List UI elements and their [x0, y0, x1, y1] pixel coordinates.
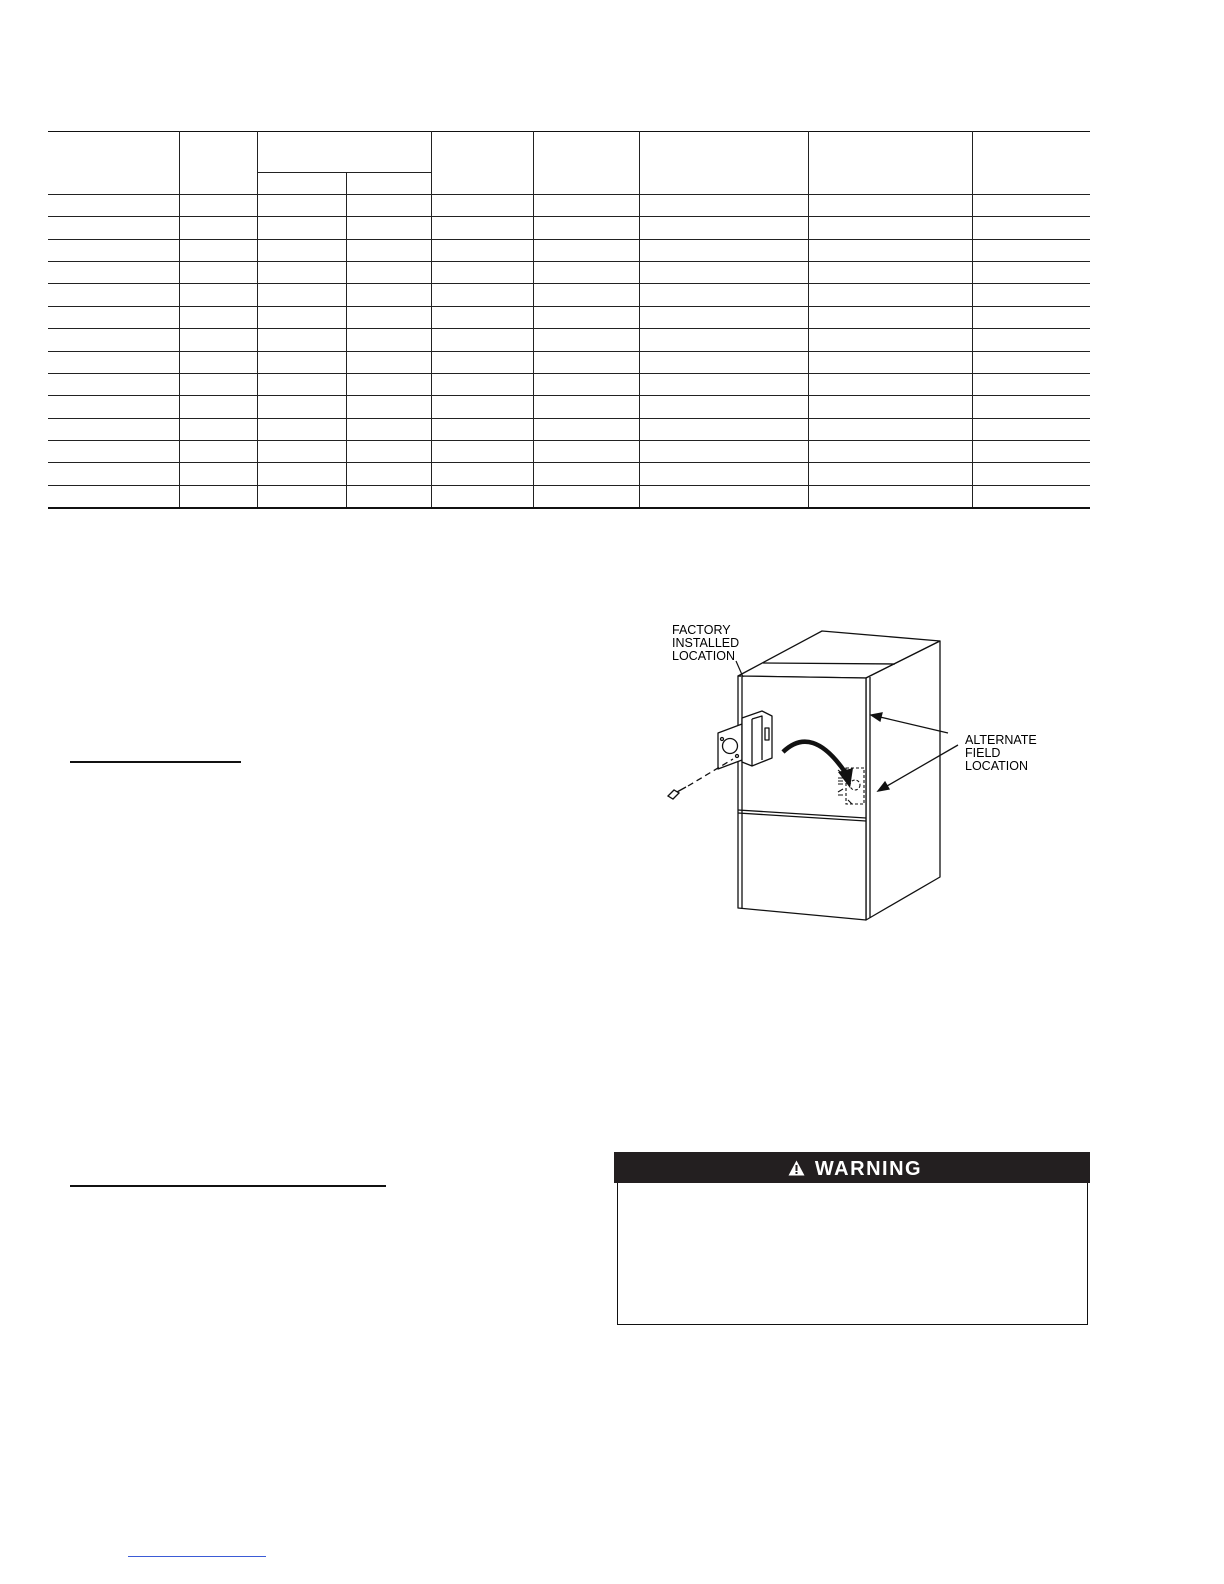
table-row	[48, 306, 1090, 328]
table-cell	[972, 284, 1090, 306]
table-cell	[257, 418, 346, 440]
label-line: LOCATION	[965, 759, 1028, 773]
table-row	[48, 217, 1090, 239]
table-cell	[972, 329, 1090, 351]
header-cell	[808, 132, 972, 195]
table-cell	[257, 306, 346, 328]
table-cell	[972, 396, 1090, 418]
label-line: FIELD	[965, 746, 1001, 760]
table-header-row	[48, 132, 1090, 173]
table-cell	[257, 217, 346, 239]
table-cell	[972, 418, 1090, 440]
table-cell	[972, 463, 1090, 485]
table-cell	[346, 396, 431, 418]
table-cell	[533, 195, 639, 217]
header-cell	[48, 132, 179, 195]
table-cell	[431, 463, 533, 485]
bracket-slot	[765, 728, 769, 740]
table-cell	[533, 463, 639, 485]
table-cell	[431, 262, 533, 284]
heading-underline	[70, 761, 241, 763]
table-cell	[346, 195, 431, 217]
table-cell	[808, 262, 972, 284]
table-cell	[48, 284, 179, 306]
table-cell	[533, 440, 639, 462]
table-cell	[48, 262, 179, 284]
table-row	[48, 239, 1090, 261]
table-cell	[179, 329, 257, 351]
table-cell	[179, 485, 257, 507]
table-cell	[257, 463, 346, 485]
bracket-hole	[723, 739, 738, 754]
warning-header	[614, 1152, 1090, 1183]
table-row	[48, 351, 1090, 373]
table-cell	[257, 373, 346, 395]
table-cell	[431, 440, 533, 462]
table-cell	[346, 217, 431, 239]
table-cell	[431, 373, 533, 395]
table-cell	[972, 440, 1090, 462]
table-cell	[257, 485, 346, 507]
label-line: FACTORY	[672, 623, 731, 637]
warning-title: WARNING	[814, 1157, 923, 1180]
table-cell	[972, 351, 1090, 373]
dashed-guide-line	[688, 759, 733, 786]
table-cell	[48, 239, 179, 261]
table-cell	[48, 396, 179, 418]
table-cell	[48, 373, 179, 395]
table-cell	[431, 284, 533, 306]
table-cell	[346, 306, 431, 328]
factory-installed-label	[672, 623, 743, 663]
header-cell	[533, 132, 639, 195]
table-cell	[48, 351, 179, 373]
table-cell	[48, 418, 179, 440]
table-cell	[808, 306, 972, 328]
table-cell	[972, 217, 1090, 239]
table-cell	[257, 351, 346, 373]
table-cell	[808, 329, 972, 351]
table-cell	[533, 239, 639, 261]
table-cell	[48, 463, 179, 485]
table-cell	[179, 239, 257, 261]
table-row	[48, 329, 1090, 351]
table-cell	[533, 217, 639, 239]
table-cell	[257, 440, 346, 462]
table-cell	[639, 217, 808, 239]
table-row	[48, 195, 1090, 217]
table-cell	[639, 373, 808, 395]
table-row	[48, 463, 1090, 485]
table-cell	[808, 195, 972, 217]
table-row	[48, 485, 1090, 507]
table-cell	[179, 396, 257, 418]
table-row	[48, 418, 1090, 440]
bracket-location-diagram	[660, 615, 1050, 930]
table-cell	[639, 239, 808, 261]
table-cell	[346, 418, 431, 440]
label-line: LOCATION	[672, 649, 735, 663]
cabinet-right-face	[866, 641, 940, 920]
table-cell	[639, 485, 808, 507]
table-cell	[639, 440, 808, 462]
bracket-screw-hole	[721, 738, 724, 741]
subheader-cell	[257, 173, 346, 195]
table-cell	[639, 262, 808, 284]
table-cell	[808, 284, 972, 306]
table-cell	[179, 418, 257, 440]
table-cell	[179, 463, 257, 485]
table-cell	[808, 217, 972, 239]
factory-bracket	[718, 711, 772, 769]
table-cell	[431, 485, 533, 507]
table-cell	[431, 418, 533, 440]
table-cell	[533, 351, 639, 373]
table-cell	[179, 351, 257, 373]
table-row	[48, 373, 1090, 395]
table-cell	[346, 351, 431, 373]
table-cell	[972, 239, 1090, 261]
table-cell	[533, 306, 639, 328]
heading-underline	[70, 1185, 386, 1187]
table-cell	[533, 373, 639, 395]
table-cell	[533, 329, 639, 351]
table-cell	[639, 306, 808, 328]
table-cell	[533, 284, 639, 306]
table-cell	[533, 396, 639, 418]
table-cell	[257, 262, 346, 284]
warning-triangle-icon	[788, 1160, 805, 1176]
table-cell	[179, 373, 257, 395]
table-cell	[972, 306, 1090, 328]
table-cell	[808, 396, 972, 418]
table-cell	[346, 440, 431, 462]
table-row	[48, 396, 1090, 418]
warning-body	[617, 1183, 1088, 1325]
table-cell	[257, 329, 346, 351]
table-cell	[808, 463, 972, 485]
table-cell	[257, 195, 346, 217]
table-row	[48, 262, 1090, 284]
screw-shank	[677, 787, 686, 792]
table-cell	[533, 418, 639, 440]
header-cell	[639, 132, 808, 195]
table-cell	[639, 329, 808, 351]
bracket-screw-hole	[736, 755, 739, 758]
table-cell	[972, 195, 1090, 217]
table-cell	[257, 284, 346, 306]
table-cell	[346, 284, 431, 306]
link-underline[interactable]	[128, 1556, 266, 1557]
table-row	[48, 440, 1090, 462]
table-cell	[48, 440, 179, 462]
table-cell	[431, 217, 533, 239]
table-cell	[533, 262, 639, 284]
table-cell	[639, 463, 808, 485]
table-cell	[639, 351, 808, 373]
table-cell	[48, 195, 179, 217]
table-cell	[533, 485, 639, 507]
table-cell	[431, 239, 533, 261]
table-cell	[431, 351, 533, 373]
table-cell	[972, 485, 1090, 507]
table-cell	[179, 284, 257, 306]
table-cell	[639, 284, 808, 306]
table-cell	[639, 396, 808, 418]
table-cell	[179, 195, 257, 217]
header-cell	[179, 132, 257, 195]
table-cell	[257, 239, 346, 261]
table-cell	[179, 440, 257, 462]
table-cell	[346, 373, 431, 395]
table-cell	[179, 217, 257, 239]
table-cell	[972, 373, 1090, 395]
table-cell	[972, 262, 1090, 284]
alternate-field-label	[965, 733, 1040, 773]
subheader-cell	[346, 173, 431, 195]
table-cell	[48, 329, 179, 351]
table-cell	[639, 195, 808, 217]
table-cell	[48, 306, 179, 328]
table-cell	[808, 440, 972, 462]
table-cell	[346, 239, 431, 261]
table-cell	[431, 306, 533, 328]
table-cell	[808, 485, 972, 507]
table-cell	[431, 195, 533, 217]
table-cell	[346, 329, 431, 351]
mounting-screw	[668, 787, 686, 799]
table-cell	[808, 373, 972, 395]
table-cell	[346, 463, 431, 485]
table-cell	[639, 418, 808, 440]
table-cell	[431, 329, 533, 351]
table-row	[48, 284, 1090, 306]
table-cell	[346, 262, 431, 284]
table-cell	[179, 306, 257, 328]
table-cell	[808, 239, 972, 261]
header-cell	[972, 132, 1090, 195]
header-cell	[431, 132, 533, 195]
table-cell	[808, 351, 972, 373]
table-cell	[808, 418, 972, 440]
table-cell	[48, 217, 179, 239]
furnace-cabinet	[738, 631, 940, 920]
table-cell	[48, 485, 179, 507]
spec-table	[48, 131, 1090, 509]
label-line: ALTERNATE	[965, 733, 1037, 747]
table-header	[48, 132, 1090, 195]
label-line: INSTALLED	[672, 636, 740, 650]
table-cell	[179, 262, 257, 284]
table-cell	[346, 485, 431, 507]
header-group-cell	[257, 132, 431, 173]
table-cell	[431, 396, 533, 418]
table-body	[48, 195, 1090, 508]
table-cell	[257, 396, 346, 418]
